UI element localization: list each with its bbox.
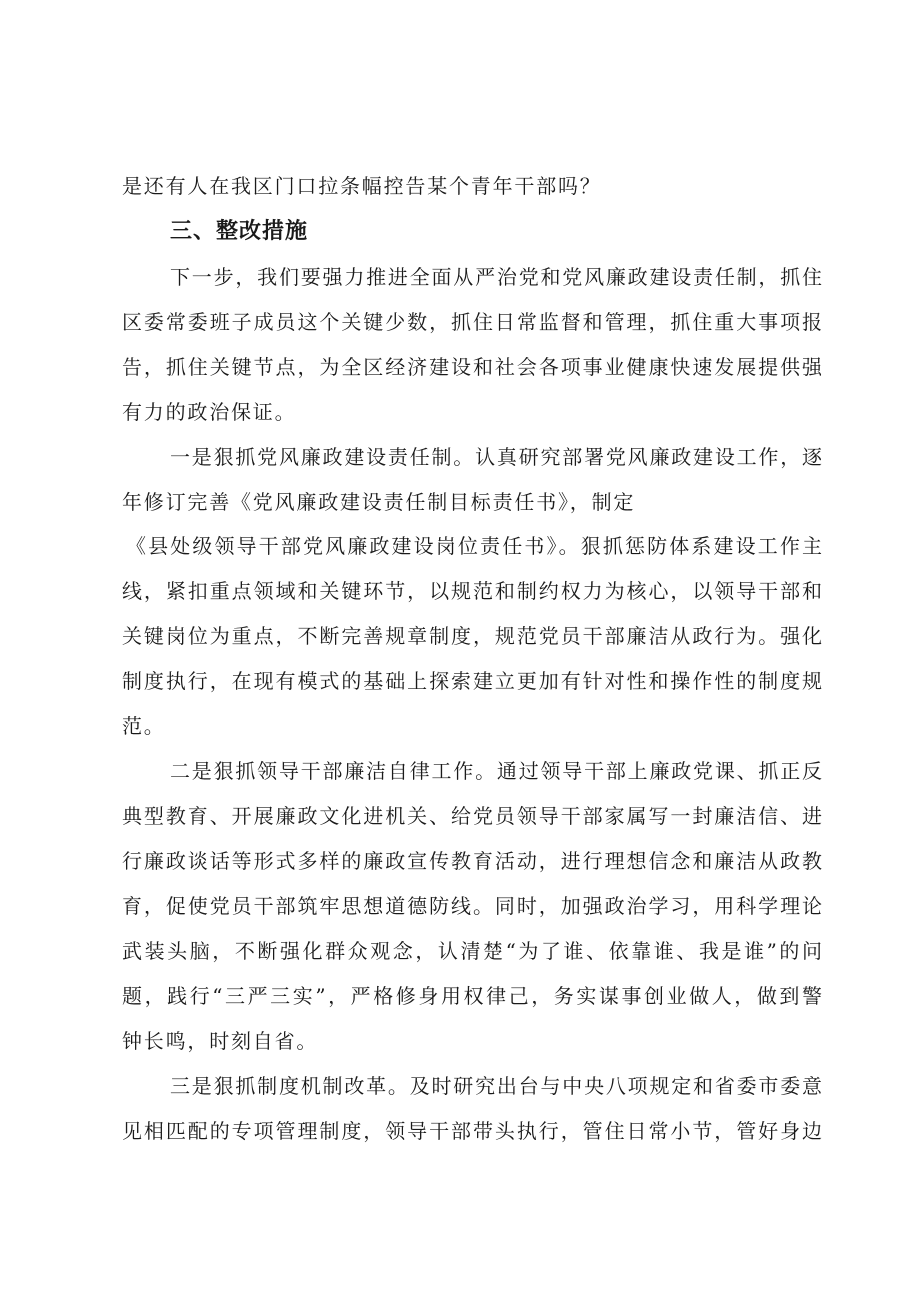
paragraph-line: 典型教育、开展廉政文化进机关、给党员领导干部家属写一封廉洁信、进 [122,804,822,828]
paragraph-line: 线，紧扣重点领域和关键环节，以规范和制约权力为核心，以领导干部和 [122,579,822,603]
paragraph-line: 一是狠抓党风廉政建设责任制。认真研究部署党风廉政建设工作，逐 [170,445,822,469]
section-heading: 三、整改措施 [170,219,309,244]
paragraph-line: 题，践行“三严三实”，严格修身用权律己，务实谋事创业做人，做到警 [122,984,822,1008]
paragraph-line: 制度执行，在现有模式的基础上探索建立更加有针对性和操作性的制度规 [122,669,822,693]
paragraph-line: 关键岗位为重点，不断完善规章制度，规范党员干部廉洁从政行为。强化 [122,624,822,648]
paragraph-line: 区委常委班子成员这个关键少数，抓住日常监督和管理，抓住重大事项报 [122,310,822,334]
paragraph-line: 是还有人在我区门口拉条幅控告某个青年干部吗？ [122,174,602,198]
paragraph-line: 有力的政治保证。 [122,400,297,424]
paragraph-line: 《县处级领导干部党风廉政建设岗位责任书》。狠抓惩防体系建设工作主 [126,534,822,558]
paragraph-line: 钟长鸣，时刻自省。 [122,1029,319,1053]
paragraph-line: 告，抓住关键节点，为全区经济建设和社会各项事业健康快速发展提供强 [122,355,822,379]
paragraph-line: 年修订完善《党风廉政建设责任制目标责任书》，制定 [122,490,636,514]
paragraph-line: 武装头脑，不断强化群众观念，认清楚“为了谁、依靠谁、我是谁”的问 [122,939,822,963]
paragraph-line: 育，促使党员干部筑牢思想道德防线。同时，加强政治学习，用科学理论 [122,894,822,918]
paragraph-line: 三是狠抓制度机制改革。及时研究出台与中央八项规定和省委市委意 [170,1074,822,1098]
paragraph-line: 下一步，我们要强力推进全面从严治党和党风廉政建设责任制，抓住 [170,265,822,289]
paragraph-line: 范。 [122,714,166,738]
paragraph-line: 二是狠抓领导干部廉洁自律工作。通过领导干部上廉政党课、抓正反 [170,759,822,783]
paragraph-line: 见相匹配的专项管理制度，领导干部带头执行，管住日常小节，管好身边 [122,1119,822,1143]
paragraph-line: 行廉政谈话等形式多样的廉政宣传教育活动，进行理想信念和廉洁从政教 [122,849,822,873]
